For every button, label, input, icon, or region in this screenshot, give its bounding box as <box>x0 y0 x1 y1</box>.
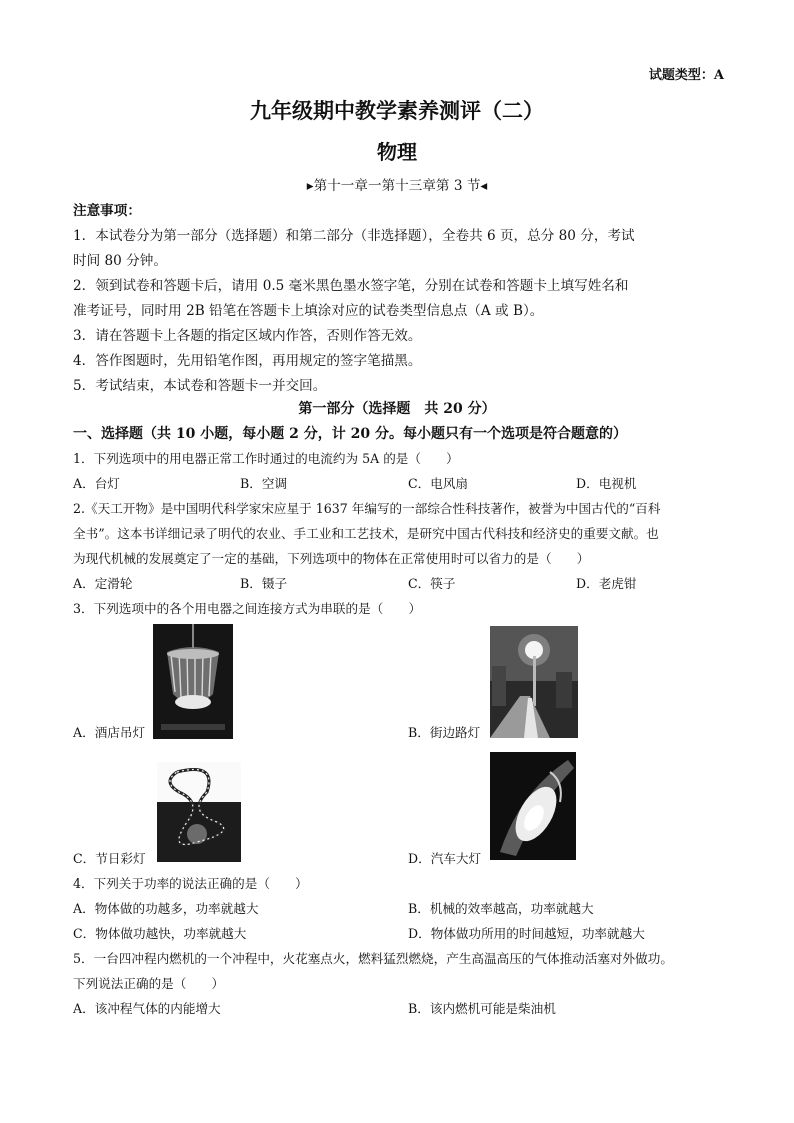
question-3-stem: 3．下列选项中的各个用电器之间连接方式为串联的是（ ） <box>73 601 422 616</box>
question-4-option-c: C．物体做功越快，功率就越大 <box>73 926 247 941</box>
question-5-stem-line: 下列说法正确的是（ ） <box>73 976 225 991</box>
subject-title: 物理 <box>377 140 417 164</box>
car-headlight-photo <box>490 752 576 860</box>
notice-line: 4．答作图题时，先用铅笔作图，再用规定的签字笔描黑。 <box>73 353 422 369</box>
question-4-option-a: A．物体做的功越多，功率就越大 <box>73 901 259 916</box>
notice-heading: 注意事项： <box>73 203 141 219</box>
notice-line: 5．考试结束，本试卷和答题卡一并交回。 <box>73 378 327 394</box>
notice-line: 准考证号，同时用 2B 铅笔在答题卡上填涂对应的试卷类型信息点（A 或 B）。 <box>73 303 544 319</box>
exam-title: 九年级期中教学素养测评（二） <box>250 98 544 123</box>
question-2-stem-line: 全书”。这本书详细记录了明代的农业、手工业和工艺技术，是研究中国古代科技和经济史的重要文献。也 <box>73 526 659 541</box>
question-4-option-d: D．物体做功所用的时间越短，功率就越大 <box>408 926 645 941</box>
question-4-stem: 4．下列关于功率的说法正确的是（ ） <box>73 876 308 891</box>
question-3-option-d: D．汽车大灯 <box>408 851 482 866</box>
question-2-stem-line: 2.《天工开物》是中国明代科学家宋应星于 1637 年编写的一部综合性科技著作，被誉为中国古代的“百科 <box>73 501 661 516</box>
question-2-option-b: B．镊子 <box>240 576 288 591</box>
question-3-option-a: A．酒店吊灯 <box>73 725 146 740</box>
paper-type-label: 试题类型：A <box>648 68 724 83</box>
notice-line: 2．领到试卷和答题卡后，请用 0.5 毫米黑色墨水签字笔，分别在试卷和答题卡上填写姓名和 <box>73 278 629 294</box>
question-3-option-b: B．街边路灯 <box>408 725 481 740</box>
question-5-option-b: B．该内燃机可能是柴油机 <box>408 1001 556 1016</box>
exam-scope: ▸第十一章一第十三章第 3 节◂ <box>306 178 488 194</box>
question-2-option-c: C．筷子 <box>408 576 456 591</box>
question-1-option-b: B．空调 <box>240 476 288 491</box>
question-1-option-d: D．电视机 <box>576 476 637 491</box>
part-one-title: 第一部分（选择题 共 20 分） <box>298 401 496 417</box>
question-2-option-a: A．定滑轮 <box>73 576 133 591</box>
question-3-option-c: C．节日彩灯 <box>73 851 146 866</box>
question-2-option-d: D．老虎钳 <box>576 576 637 591</box>
section-one-title: 一、选择题（共 10 小题，每小题 2 分，计 20 分。每小题只有一个选项是符合题意的） <box>73 426 627 442</box>
street-lamp-photo <box>490 626 578 738</box>
question-5-option-a: A．该冲程气体的内能增大 <box>73 1001 221 1016</box>
notice-line: 3．请在答题卡上各题的指定区域内作答，否则作答无效。 <box>73 328 422 344</box>
chandelier-photo <box>153 624 233 739</box>
question-5-stem-line: 5．一台四冲程内燃机的一个冲程中，火花塞点火，燃料猛烈燃烧，产生高温高压的气体推动活塞对外做功。 <box>73 951 673 966</box>
notice-line: 1．本试卷分为第一部分（选择题）和第二部分（非选择题），全卷共 6 页，总分 80 分，考试 <box>73 228 635 244</box>
question-2-stem-line: 为现代机械的发展奠定了一定的基础，下列选项中的物体在正常使用时可以省力的是（ ） <box>73 551 590 566</box>
question-1-option-a: A．台灯 <box>73 476 120 491</box>
holiday-lights-photo <box>157 762 241 862</box>
question-1-stem: 1．下列选项中的用电器正常工作时通过的电流约为 5A 的是（ ） <box>73 451 459 466</box>
question-4-option-b: B．机械的效率越高，功率就越大 <box>408 901 594 916</box>
question-1-option-c: C．电风扇 <box>408 476 469 491</box>
notice-line: 时间 80 分钟。 <box>73 253 167 269</box>
